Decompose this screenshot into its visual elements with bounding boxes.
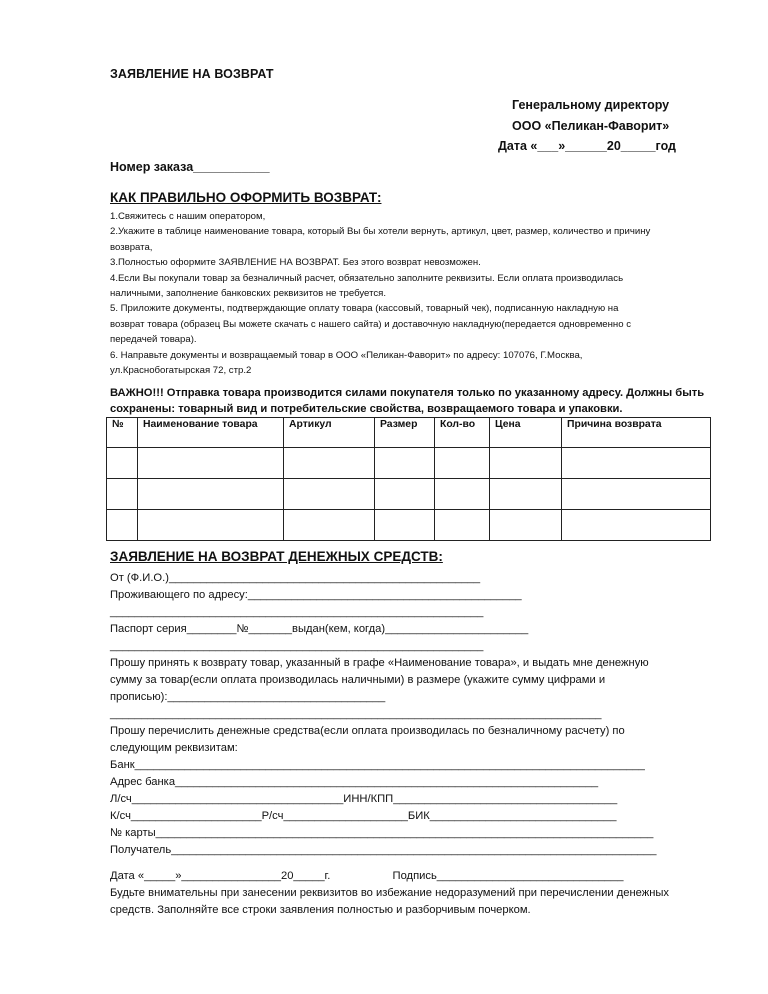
table-row (107, 510, 711, 541)
column-header-quantity: Кол-во (435, 418, 490, 448)
column-header-reason: Причина возврата (562, 418, 711, 448)
page-title: ЗАЯВЛЕНИЕ НА ВОЗВРАТ (110, 67, 274, 81)
bank-field[interactable]: Банк__________________________________________________________________________________ (110, 759, 645, 771)
instruction-line: 3.Полностью оформите ЗАЯВЛЕНИЕ НА ВОЗВРАТ. Без этого возврат невозможен. (110, 257, 481, 269)
table-cell[interactable] (490, 479, 562, 510)
instructions-heading: КАК ПРАВИЛЬНО ОФОРМИТЬ ВОЗВРАТ: (110, 190, 382, 205)
return-items-table (106, 417, 711, 541)
corr-account-bik-field[interactable]: К/сч_____________________Р/сч____________________БИК______________________________ (110, 810, 617, 822)
passport-field-continued[interactable]: ____________________________________________________________ (110, 640, 484, 652)
card-number-field[interactable]: № карты________________________________________________________________________________ (110, 827, 654, 839)
instruction-line: передачей товара). (110, 334, 197, 346)
table-cell[interactable] (138, 479, 284, 510)
table-cell[interactable] (107, 479, 138, 510)
important-line: ВАЖНО!!! Отправка товара производится силами покупателя только по указанному адресу. Должны быть (110, 387, 705, 399)
important-line: сохранены: товарный вид и потребительские свойства, возвращаемого товара и упаковки. (110, 403, 623, 415)
table-cell[interactable] (562, 448, 711, 479)
table-cell[interactable] (284, 448, 375, 479)
table-cell[interactable] (284, 479, 375, 510)
table-cell[interactable] (138, 510, 284, 541)
company-name: ООО «Пеликан-Фаворит» (512, 119, 670, 133)
table-row (107, 448, 711, 479)
addressee-line: Генеральному директору (512, 98, 670, 112)
table-row (107, 479, 711, 510)
table-header-row (107, 418, 711, 448)
table-cell[interactable] (490, 510, 562, 541)
table-cell[interactable] (375, 510, 435, 541)
column-header-size: Размер (375, 418, 435, 448)
order-number-field[interactable]: Номер заказа___________ (110, 160, 270, 174)
column-header-price: Цена (490, 418, 562, 448)
table-cell[interactable] (435, 448, 490, 479)
refund-request-text: сумму за товар(если оплата производилась наличными) в размере (укажите сумму цифрами и (110, 674, 606, 686)
instructions-list (110, 209, 650, 378)
table-cell[interactable] (435, 479, 490, 510)
full-name-field[interactable]: От (Ф.И.О.)__________________________________________________ (110, 572, 481, 584)
instruction-line: ул.Краснобогатырская 72, стр.2 (110, 365, 252, 377)
passport-field[interactable]: Паспорт серия________№_______выдан(кем, когда)_______________________ (110, 623, 529, 635)
date-line: Дата «___»______20_____год (498, 139, 676, 153)
instruction-line: 2.Укажите в таблице наименование товара, который Вы бы хотели вернуть, артикул, цвет, размер, количество и причину (110, 226, 651, 238)
amount-in-words-field[interactable]: прописью):___________________________________ (110, 691, 386, 703)
address-field-continued[interactable]: ____________________________________________________________ (110, 606, 484, 618)
important-notice (110, 385, 704, 417)
table-cell[interactable] (562, 479, 711, 510)
column-header-name: Наименование товара (138, 418, 284, 448)
column-header-article: Артикул (284, 418, 375, 448)
footer-note-line: Будьте внимательны при занесении реквизитов во избежание недоразумений при перечислении денежных (110, 887, 670, 899)
table-cell[interactable] (562, 510, 711, 541)
footer-note (110, 885, 669, 919)
account-inn-kpp-field[interactable]: Л/сч__________________________________ИНН/КПП____________________________________ (110, 793, 618, 805)
refund-request-text: Прошу принять к возврату товар, указанный в графе «Наименование товара», и выдать мне денежную (110, 657, 649, 669)
instruction-line: 4.Если Вы покупали товар за безналичный расчет, обязательно заполните реквизиты. Если оплата производилась (110, 272, 624, 284)
footer-note-line: средств. Заполняйте все строки заявления полностью и разборчивым почерком. (110, 904, 531, 916)
table-cell[interactable] (435, 510, 490, 541)
instruction-line: 6. Направьте документы и возвращаемый товар в ООО «Пеликан-Фаворит» по адресу: 107076, Г.Москва, (110, 349, 583, 361)
refund-form-lines (110, 570, 656, 859)
instruction-line: наличными, заполнение банковских реквизитов не требуется. (110, 288, 387, 300)
transfer-request-text: следующим реквизитам: (110, 742, 238, 754)
refund-heading: ЗАЯВЛЕНИЕ НА ВОЗВРАТ ДЕНЕЖНЫХ СРЕДСТВ: (110, 549, 443, 564)
date-signature-line[interactable]: Дата «_____»________________20_____г. Подпись______________________________ (110, 870, 624, 882)
table-cell[interactable] (284, 510, 375, 541)
table-cell[interactable] (107, 510, 138, 541)
instruction-line: 1.Свяжитесь с нашим оператором, (110, 211, 266, 222)
amount-field-continued[interactable]: _______________________________________________________________________________ (110, 708, 602, 720)
recipient-field[interactable]: Получатель______________________________________________________________________________ (110, 844, 657, 856)
table-cell[interactable] (375, 448, 435, 479)
table-cell[interactable] (375, 479, 435, 510)
column-header-number: № (107, 418, 138, 448)
instruction-line: возврат товара (образец Вы можете скачать с нашего сайта) и доставочную накладную(передается одновременно с (110, 318, 632, 330)
table-cell[interactable] (138, 448, 284, 479)
instruction-line: 5. Приложите документы, подтверждающие оплату товара (кассовый, товарный чек), подписанную накладную на (110, 303, 619, 315)
transfer-request-text: Прошу перечислить денежные средства(если оплата производилась по безналичному расчету) по (110, 725, 625, 737)
table-cell[interactable] (107, 448, 138, 479)
address-field[interactable]: Проживающего по адресу:____________________________________________ (110, 589, 522, 601)
table-cell[interactable] (490, 448, 562, 479)
instruction-line: возврата, (110, 241, 153, 253)
bank-address-field[interactable]: Адрес банка____________________________________________________________________ (110, 776, 599, 788)
